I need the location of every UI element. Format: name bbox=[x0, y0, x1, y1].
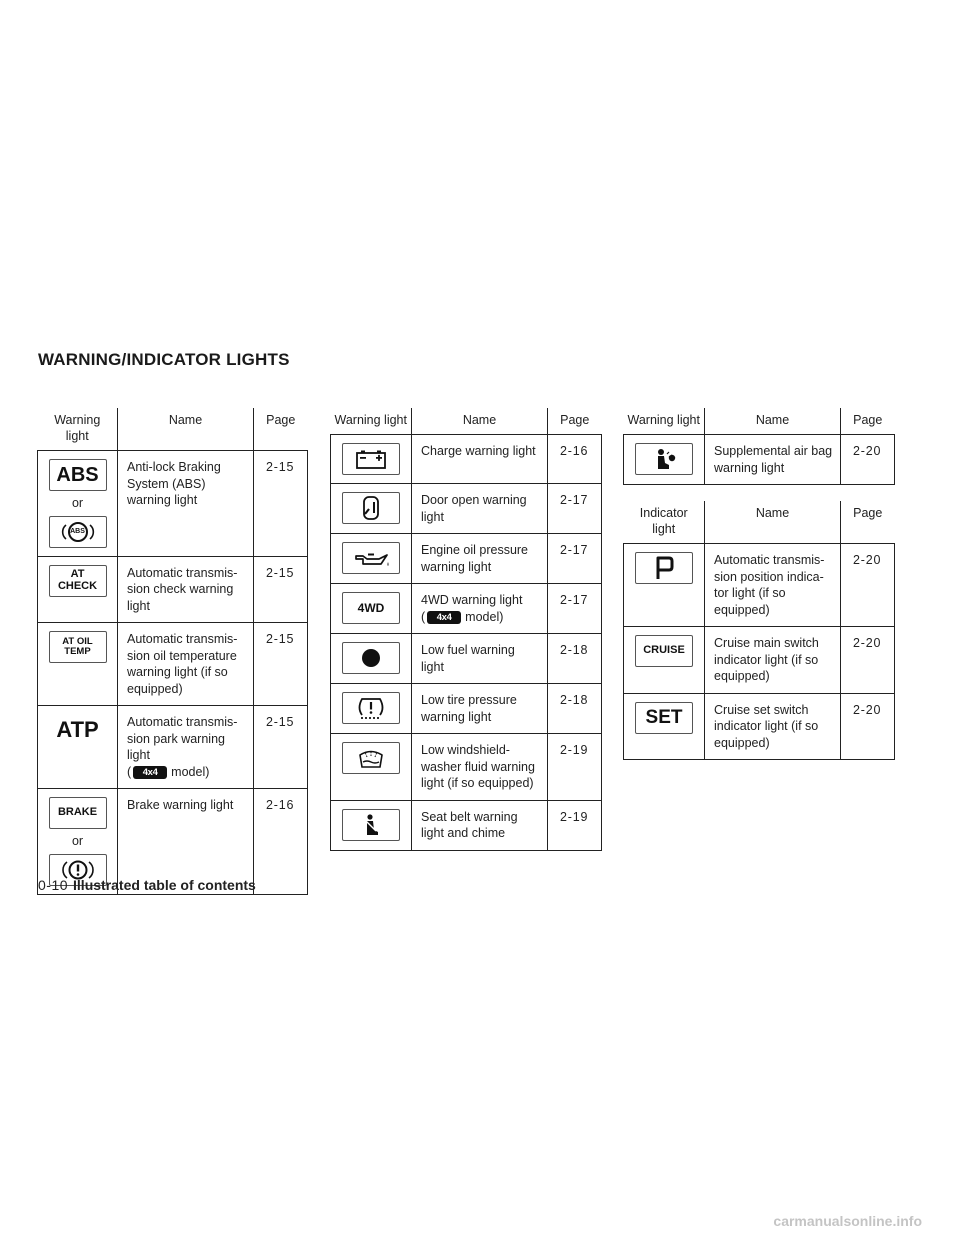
watermark: carmanualsonline.info bbox=[773, 1213, 922, 1229]
icon-cell bbox=[331, 684, 412, 734]
icon-cell bbox=[624, 435, 705, 485]
header-name: Name bbox=[118, 408, 254, 451]
row-name: Door open warning light bbox=[412, 484, 548, 534]
icon-cell bbox=[624, 544, 705, 627]
warning-lights-table-1 bbox=[37, 408, 308, 895]
warning-lights-table-2 bbox=[330, 408, 602, 851]
row-page: 2-17 bbox=[548, 484, 602, 534]
row-name: Cruise main switch indicator light (if so equipped) bbox=[705, 627, 841, 694]
row-page: 2-19 bbox=[548, 800, 602, 850]
icon-cell bbox=[38, 623, 118, 706]
table-row bbox=[331, 734, 602, 801]
row-name: Seat belt warning light and chime bbox=[412, 800, 548, 850]
icon-cell bbox=[331, 534, 412, 584]
row-name: Automatic transmis-sion position indica-tor light (if so equipped) bbox=[705, 544, 841, 627]
table-row bbox=[624, 693, 895, 760]
at-oil-temp-icon: AT OIL TEMP bbox=[49, 631, 107, 663]
table-row bbox=[331, 534, 602, 584]
table-row bbox=[331, 684, 602, 734]
4x4-badge-icon: 4x4 bbox=[133, 766, 167, 779]
row-name: Automatic transmis-sion oil temperature warning light (if so equipped) bbox=[118, 623, 254, 706]
table-row bbox=[624, 627, 895, 694]
table-row bbox=[38, 623, 308, 706]
fuel-dot-icon bbox=[342, 642, 400, 674]
row-name: Supplemental air bag warning light bbox=[705, 435, 841, 485]
icon-cell bbox=[331, 435, 412, 484]
icon-cell bbox=[38, 556, 118, 623]
row-page: 2-17 bbox=[548, 534, 602, 584]
row-page: 2-20 bbox=[841, 544, 895, 627]
section-title: WARNING/INDICATOR LIGHTS bbox=[38, 350, 290, 369]
row-page: 2-16 bbox=[254, 789, 308, 895]
airbag-icon bbox=[635, 443, 693, 475]
row-name: Automatic transmis-sion park warning light ( 4x4 model) bbox=[118, 706, 254, 789]
row-page: 2-17 bbox=[548, 584, 602, 634]
row-page: 2-15 bbox=[254, 556, 308, 623]
or-label: or bbox=[71, 496, 84, 510]
row-name: 4WD warning light ( 4x4 model) bbox=[412, 584, 548, 634]
row-page: 2-20 bbox=[841, 693, 895, 760]
row-page: 2-15 bbox=[254, 451, 308, 557]
4wd-icon: 4WD bbox=[342, 592, 400, 624]
icon-cell bbox=[624, 627, 705, 694]
icon-cell bbox=[331, 634, 412, 684]
icon-cell bbox=[624, 693, 705, 760]
row-page: 2-18 bbox=[548, 684, 602, 734]
oil-can-icon bbox=[342, 542, 400, 574]
4x4-badge-icon: 4x4 bbox=[427, 611, 461, 624]
header-indicator-light: Indicator light bbox=[624, 501, 705, 544]
set-icon: SET bbox=[635, 702, 693, 734]
header-name: Name bbox=[412, 408, 548, 435]
warning-lights-table-3 bbox=[623, 408, 895, 485]
header-page: Page bbox=[254, 408, 308, 451]
header-page: Page bbox=[841, 408, 895, 435]
row-name: Automatic transmis-sion check warning light bbox=[118, 556, 254, 623]
row-page: 2-16 bbox=[548, 435, 602, 484]
brake-icon: BRAKE bbox=[49, 797, 107, 829]
tire-pressure-icon bbox=[342, 692, 400, 724]
table-row bbox=[331, 484, 602, 534]
row-page: 2-20 bbox=[841, 435, 895, 485]
row-name: Anti-lock Braking System (ABS) warning light bbox=[118, 451, 254, 557]
table-row bbox=[331, 800, 602, 850]
table-row bbox=[331, 634, 602, 684]
page-number: 0-10 bbox=[38, 877, 69, 893]
row-name: Low tire pressure warning light bbox=[412, 684, 548, 734]
at-check-icon: AT CHECK bbox=[49, 565, 107, 597]
row-page: 2-15 bbox=[254, 623, 308, 706]
table-row bbox=[624, 544, 895, 627]
cruise-icon: CRUISE bbox=[635, 635, 693, 667]
header-warning-light: Warning light bbox=[331, 408, 412, 435]
abs-icon: ABS bbox=[49, 459, 107, 491]
icon-cell bbox=[331, 584, 412, 634]
icon-cell bbox=[331, 800, 412, 850]
header-name: Name bbox=[705, 408, 841, 435]
table-row bbox=[38, 556, 308, 623]
atp-icon: ATP bbox=[49, 714, 107, 746]
indicator-lights-table bbox=[623, 501, 895, 760]
row-name: Engine oil pressure warning light bbox=[412, 534, 548, 584]
footer-title: Illustrated table of contents bbox=[73, 877, 256, 893]
icon-cell bbox=[331, 484, 412, 534]
header-page: Page bbox=[841, 501, 895, 544]
header-name: Name bbox=[705, 501, 841, 544]
page-footer bbox=[38, 877, 256, 893]
table-row bbox=[331, 435, 602, 484]
abs-circle-icon: ABS bbox=[49, 516, 107, 548]
row-page: 2-20 bbox=[841, 627, 895, 694]
row-name: Low windshield-washer fluid warning light (if so equipped) bbox=[412, 734, 548, 801]
table-row bbox=[38, 451, 308, 557]
row-name: Cruise set switch indicator light (if so equipped) bbox=[705, 693, 841, 760]
table-row bbox=[624, 435, 895, 485]
or-label: or bbox=[71, 834, 84, 848]
header-page: Page bbox=[548, 408, 602, 435]
washer-fluid-icon bbox=[342, 742, 400, 774]
header-warning-light: Warning light bbox=[38, 408, 118, 451]
header-warning-light: Warning light bbox=[624, 408, 705, 435]
icon-cell bbox=[38, 706, 118, 789]
row-name: Brake warning light bbox=[118, 789, 254, 895]
row-page: 2-19 bbox=[548, 734, 602, 801]
battery-icon bbox=[342, 443, 400, 475]
row-page: 2-18 bbox=[548, 634, 602, 684]
seat-belt-icon bbox=[342, 809, 400, 841]
park-position-icon bbox=[635, 552, 693, 584]
row-name: Low fuel warning light bbox=[412, 634, 548, 684]
row-name: Charge warning light bbox=[412, 435, 548, 484]
table-row bbox=[331, 584, 602, 634]
row-page: 2-15 bbox=[254, 706, 308, 789]
icon-cell bbox=[331, 734, 412, 801]
icon-cell bbox=[38, 451, 118, 557]
door-open-icon bbox=[342, 492, 400, 524]
table-row bbox=[38, 706, 308, 789]
